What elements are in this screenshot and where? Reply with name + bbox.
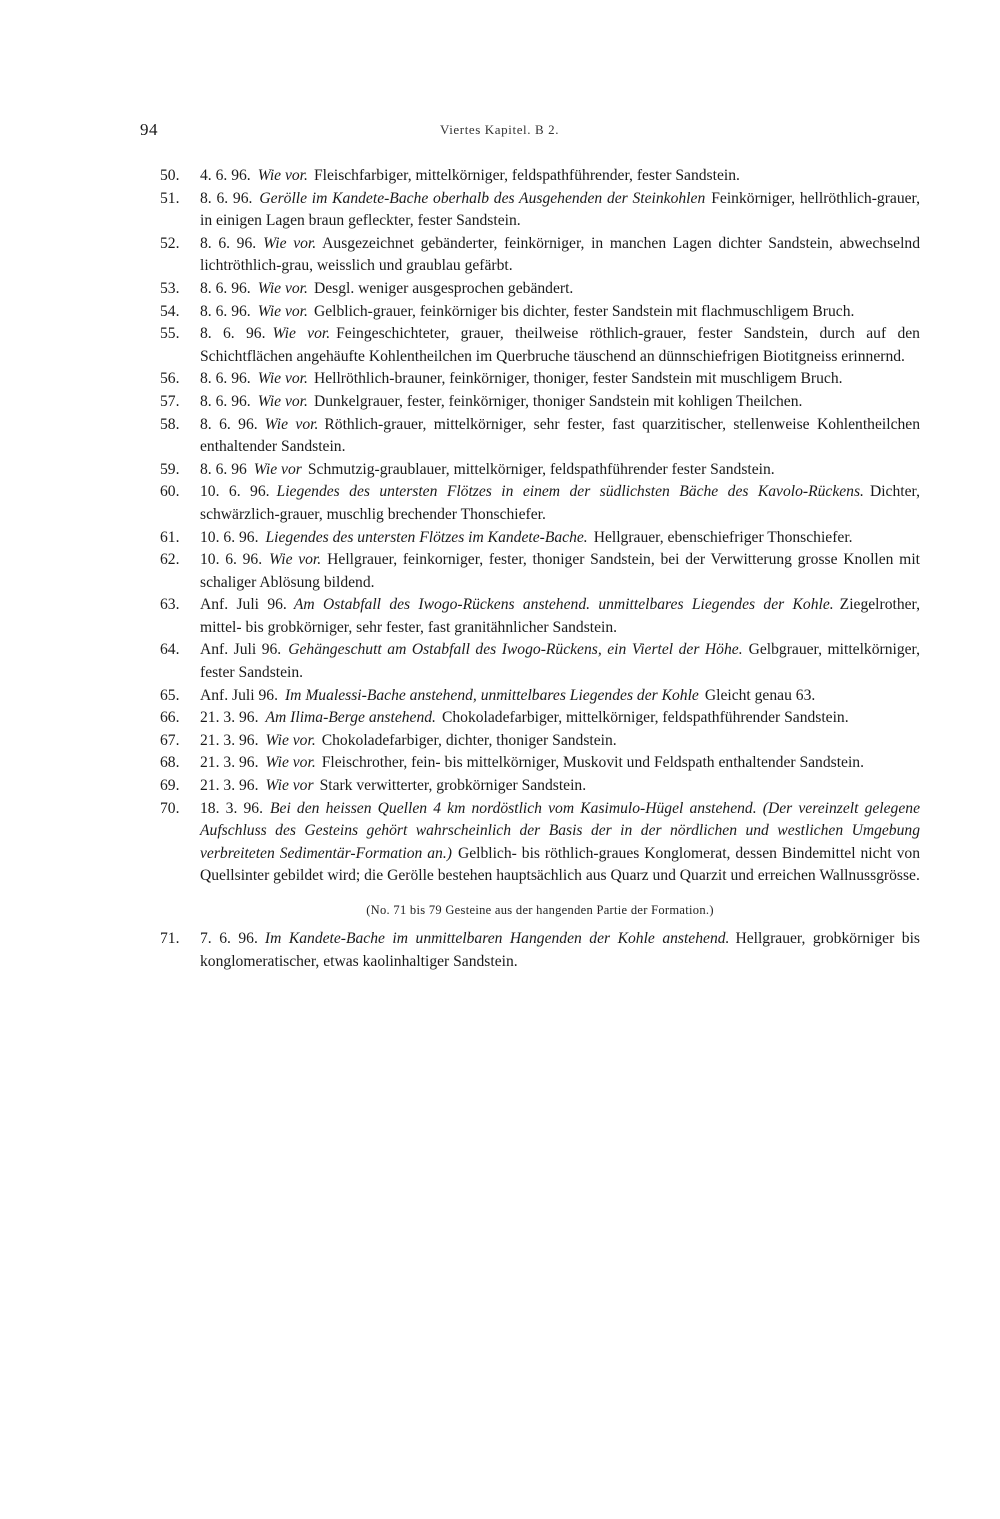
- specimen-entry-59: [160, 459, 920, 482]
- entry-locality: Liegendes des untersten Flötzes im Kandete-Bache.: [265, 528, 588, 546]
- entry-number: 53.: [160, 279, 180, 297]
- specimen-entry-53: [160, 278, 920, 301]
- entry-date: 8. 6. 96.: [200, 189, 253, 207]
- entry-date: 8. 6. 96.: [200, 392, 251, 410]
- entry-locality: Wie vor.: [264, 415, 319, 433]
- page-number: 94: [140, 120, 158, 139]
- entry-number: 59.: [160, 460, 180, 478]
- entry-number: 70.: [160, 799, 180, 817]
- entry-description: Feingeschichteter, grauer, theilweise röthlich-grauer, fester Sandstein, durch auf den Schichtflächen angehäufte Kohlentheilchen im Querbruche täuschend an dünnschiefrigen Biotitgneiss erinnernd.: [200, 325, 920, 365]
- entry-date: 10. 6. 96.: [200, 528, 259, 546]
- entry-description: Gelbgrauer, mittelkörniger, fester Sandstein.: [200, 641, 921, 682]
- entry-locality: Bei den heissen Quellen 4 km nordöstlich vom Kasimulo-Hügel anstehend. (Der vereinzelt gelegene Aufschluss des Gesteins gehört wahrscheinlich der Basis der in der nördlichen und westlichen Umgebung verbreiteten Sedimentär-Formation an.): [200, 799, 920, 862]
- entry-date: 8. 6. 96.: [200, 370, 251, 388]
- entry-date: 21. 3. 96.: [200, 754, 259, 772]
- specimen-entry-58: [160, 414, 920, 459]
- entry-locality: Wie vor.: [257, 392, 308, 410]
- entry-locality: Am Ostabfall des Iwogo-Rückens anstehend. unmittelbares Liegendes der Kohle.: [293, 596, 834, 614]
- entry-description: Hellgrauer, grobkörniger bis konglomeratischer, etwas kaolinhaltiger Sandstein.: [200, 930, 920, 970]
- entry-locality: Gehängeschutt am Ostabfall des Iwogo-Rückens, ein Viertel der Höhe.: [288, 641, 743, 659]
- entry-locality: Im Kandete-Bache im unmittelbaren Hangenden der Kohle anstehend.: [264, 930, 730, 947]
- specimen-entry-67: [160, 730, 920, 753]
- entry-number: 55.: [160, 325, 180, 343]
- entry-locality: Wie vor.: [265, 731, 316, 749]
- entry-number: 62.: [160, 551, 180, 569]
- entry-locality: Gerölle im Kandete-Bache oberhalb des Ausgehenden der Steinkohlen: [259, 189, 706, 207]
- entry-date: Anf. Juli 96.: [200, 596, 287, 614]
- entry-description: Stark verwitterter, grobkörniger Sandstein.: [319, 777, 587, 795]
- entry-description: Dichter, schwärzlich-grauer, muschlig brechender Thonschiefer.: [200, 483, 920, 523]
- entry-description: Feinkörniger, hellröthlich-grauer, in einigen Lagen braun gefleckter, fester Sandstein.: [200, 189, 921, 230]
- entry-locality: Wie vor: [253, 460, 302, 478]
- entry-locality: Wie vor.: [265, 754, 316, 772]
- entry-description: Gelblich-grauer, feinkörniger bis dichter, fester Sandstein mit flachmuschligem Bruch.: [313, 302, 855, 320]
- running-head: Viertes Kapitel. B 2.: [440, 122, 560, 137]
- entry-date: Anf. Juli 96.: [200, 686, 278, 704]
- specimen-entry-66: [160, 707, 920, 730]
- entry-date: 7. 6. 96.: [200, 930, 258, 947]
- entry-number: 68.: [160, 754, 180, 772]
- specimen-entry-60: [160, 481, 920, 526]
- entry-number: 51.: [160, 189, 180, 207]
- specimen-entry-70: [160, 798, 920, 888]
- entry-number: 71.: [160, 930, 180, 947]
- entry-locality: Wie vor.: [272, 325, 331, 343]
- entry-locality: Wie vor.: [269, 551, 322, 569]
- specimen-entry-61: [160, 527, 920, 550]
- entry-description: Gelblich- bis röthlich-graues Konglomerat, dessen Bindemittel nicht von Quellsinter gebildet wird; die Gerölle bestehen hauptsächlich aus Quarz und Quarzit und erreichen Wallnussgrösse.: [200, 844, 920, 885]
- specimen-entry-54: [160, 301, 920, 324]
- entry-description: Gleicht genau 63.: [704, 686, 816, 704]
- entry-description: Hellgrauer, feinkorniger, fester, thoniger Sandstein, bei der Verwitterung grosse Knollen mit schaliger Ablösung bildend.: [200, 551, 920, 591]
- entry-locality: Wie vor.: [257, 370, 308, 388]
- entry-description: Chokoladefarbiger, dichter, thoniger Sandstein.: [321, 731, 617, 749]
- specimen-entry-65: [160, 685, 920, 708]
- entry-date: 21. 3. 96.: [200, 709, 259, 727]
- entry-number: 65.: [160, 686, 180, 704]
- entry-locality: Wie vor.: [257, 279, 308, 297]
- entry-locality: Liegendes des untersten Flötzes in einem der südlichsten Bäche des Kavolo-Rückens.: [276, 483, 864, 501]
- entry-locality: Wie vor.: [263, 234, 317, 252]
- entry-number: 64.: [160, 641, 180, 659]
- entry-description: Fleischrother, fein- bis mittelkörniger, Muskovit und Feldspath enthaltender Sandstein.: [321, 754, 865, 772]
- entry-locality: Wie vor.: [257, 302, 308, 320]
- entry-number: 66.: [160, 709, 180, 727]
- entry-number: 60.: [160, 483, 180, 501]
- page-header: [140, 120, 920, 144]
- entry-description: Ziegelrother, mittel- bis grobkörniger, sehr fester, fast granitähnlicher Sandstein.: [200, 596, 921, 636]
- entry-date: 8. 6. 96: [200, 460, 247, 478]
- entry-locality: Am Ilima-Berge anstehend.: [265, 709, 436, 727]
- entry-date: Anf. Juli 96.: [200, 641, 282, 659]
- specimen-entry-51: [160, 188, 920, 233]
- specimen-entry-55: [160, 323, 920, 368]
- entry-date: 8. 6. 96.: [200, 234, 257, 252]
- entry-date: 8. 6. 96.: [200, 325, 266, 343]
- entry-description: Röthlich-grauer, mittelkörniger, sehr fester, fast quarzitischer, stellenweise Kohlentheilchen enthaltender Sandstein.: [200, 415, 921, 456]
- entry-date: 4. 6. 96.: [200, 167, 251, 184]
- entry-description: Chokoladefarbiger, mittelkörniger, feldspathführender Sandstein.: [441, 709, 849, 727]
- entry-number: 52.: [160, 234, 180, 252]
- specimen-entry-68: [160, 752, 920, 775]
- entry-number: 58.: [160, 415, 180, 433]
- entry-date: 8. 6. 96.: [200, 415, 258, 433]
- entry-date: 21. 3. 96.: [200, 731, 259, 749]
- entry-number: 56.: [160, 370, 180, 388]
- specimen-entry-50: [160, 165, 920, 188]
- entry-description: Dunkelgrauer, fester, feinkörniger, thoniger Sandstein mit kohligen Theilchen.: [313, 392, 803, 410]
- entry-number: 50.: [160, 167, 180, 184]
- specimen-entry-52: [160, 233, 920, 278]
- specimen-entry-71: [160, 928, 920, 973]
- entry-number: 63.: [160, 596, 180, 614]
- entry-description: Desgl. weniger ausgesprochen gebändert.: [313, 279, 574, 297]
- entry-description: Fleischfarbiger, mittelkörniger, feldspathführender, fester Sandstein.: [313, 167, 740, 184]
- entry-date: 8. 6. 96.: [200, 279, 251, 297]
- specimen-entry-64: [160, 639, 920, 684]
- entry-number: 54.: [160, 302, 180, 320]
- entry-description: Hellgrauer, ebenschiefriger Thonschiefer.: [593, 528, 853, 546]
- entry-date: 10. 6. 96.: [200, 483, 270, 501]
- entry-date: 10. 6. 96.: [200, 551, 263, 569]
- specimen-list: [160, 165, 920, 973]
- entry-locality: Wie vor.: [257, 167, 308, 184]
- specimen-entry-63: [160, 594, 920, 639]
- entry-locality: Wie vor: [265, 777, 314, 795]
- entry-date: 18. 3. 96.: [200, 799, 263, 817]
- entry-description: Ausgezeichnet gebänderter, feinkörniger, in manchen Lagen dichter Sandstein, abwechselnd lichtröthlich-grau, weisslich und graublau gefärbt.: [200, 234, 920, 275]
- specimen-entry-62: [160, 549, 920, 594]
- specimen-entry-57: [160, 391, 920, 414]
- section-note: (No. 71 bis 79 Gesteine aus der hangenden Partie der Formation.): [366, 903, 714, 917]
- specimen-entry-56: [160, 368, 920, 391]
- entry-date: 8. 6. 96.: [200, 302, 251, 320]
- specimen-entry-69: [160, 775, 920, 798]
- entry-description: Hellröthlich-brauner, feinkörniger, thoniger, fester Sandstein mit muschligem Bruch.: [313, 370, 843, 388]
- entry-number: 61.: [160, 528, 180, 546]
- entry-number: 69.: [160, 777, 180, 795]
- entry-number: 57.: [160, 392, 180, 410]
- entry-date: 21. 3. 96.: [200, 777, 259, 795]
- entry-number: 67.: [160, 731, 180, 749]
- entry-locality: Im Mualessi-Bache anstehend, unmittelbares Liegendes der Kohle: [284, 686, 699, 704]
- entry-description: Schmutzig-graublauer, mittelkörniger, feldspathführender fester Sandstein.: [307, 460, 775, 478]
